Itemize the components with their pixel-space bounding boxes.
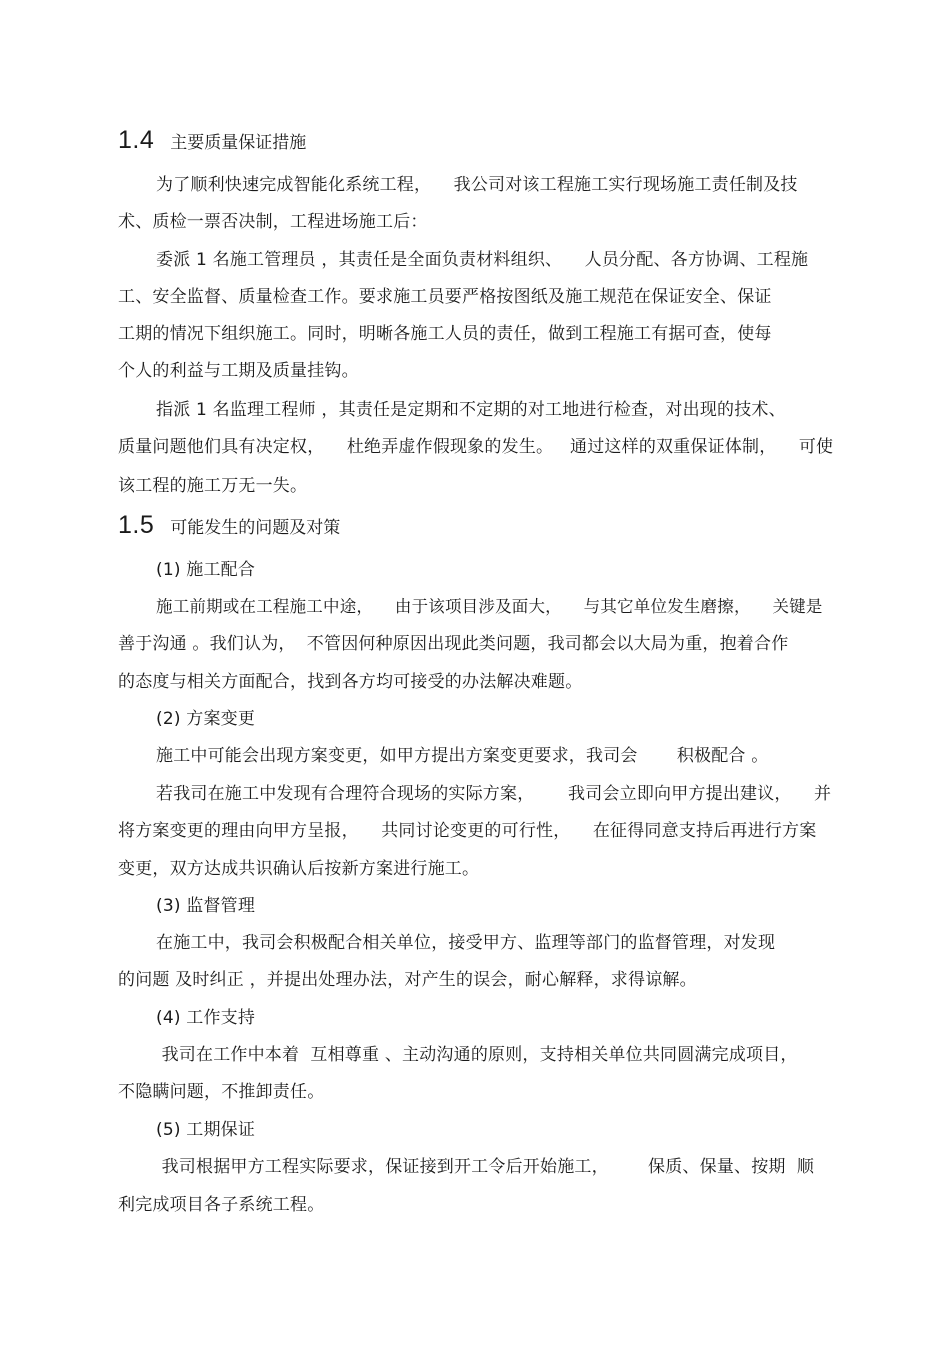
paragraph-line: 为了顺利快速完成智能化系统工程， 我公司对该工程施工实行现场施工责任制及技 xyxy=(156,175,798,195)
paragraph-line: 我司在工作中本着 互相尊重 、主动沟通的原则，支持相关单位共同圆满完成项目， xyxy=(156,1045,798,1065)
paragraph-line: 工期的情况下组织施工。同时，明晰各施工人员的责任，做到工程施工有据可查，使每 xyxy=(118,324,772,344)
subsection-title: (1) 施工配合 xyxy=(156,560,256,580)
paragraph-line: 工、安全监督、质量检查工作。要求施工员要严格按图纸及施工规范在保证安全、保证 xyxy=(118,287,772,307)
subsection-title: (5) 工期保证 xyxy=(156,1120,256,1140)
paragraph-line: 施工前期或在工程施工中途， 由于该项目涉及面大， 与其它单位发生磨擦， 关键是 xyxy=(156,597,823,616)
paragraph-line: 善于沟通 。我们认为， 不管因何种原因出现此类问题，我司都会以大局为重，抱着合作 xyxy=(118,634,789,654)
paragraph-line: 个人的利益与工期及质量挂钩。 xyxy=(118,361,359,381)
section-number: 1.4 xyxy=(118,126,155,154)
paragraph-line: 施工中可能会出现方案变更，如甲方提出方案变更要求，我司会 积极配合 。 xyxy=(156,746,769,766)
paragraph-line: 若我司在施工中发现有合理符合现场的实际方案， 我司会立即向甲方提出建议， 并 xyxy=(156,784,832,804)
paragraph-line: 的态度与相关方面配合，找到各方均可接受的办法解决难题。 xyxy=(118,672,583,692)
subsection-title: (2) 方案变更 xyxy=(156,709,256,729)
paragraph-line: 委派 1 名施工管理员 ，其责任是全面负责材料组织、 人员分配、各方协调、工程施 xyxy=(156,250,809,270)
paragraph-line: 该工程的施工万无一失。 xyxy=(118,476,308,496)
section-heading-1-5 xyxy=(118,511,340,540)
subsection-title: (3) 监督管理 xyxy=(156,896,256,916)
section-heading-1-4 xyxy=(118,126,306,155)
paragraph-line: 我司根据甲方工程实际要求，保证接到开工令后开始施工， 保质、保量、按期 顺 xyxy=(156,1157,815,1177)
paragraph-line: 不隐瞒问题，不推卸责任。 xyxy=(118,1082,325,1102)
paragraph-line: 质量问题他们具有决定权， 杜绝弄虚作假现象的发生。 通过这样的双重保证体制， 可使 xyxy=(118,437,834,457)
section-title: 主要质量保证措施 xyxy=(170,133,307,153)
paragraph-line: 指派 1 名监理工程师 ，其责任是定期和不定期的对工地进行检查，对出现的技术、 xyxy=(156,400,786,420)
paragraph-line: 利完成项目各子系统工程。 xyxy=(118,1195,325,1215)
paragraph-line: 的问题 及时纠正 ，并提出处理办法，对产生的误会，耐心解释，求得谅解。 xyxy=(118,970,697,990)
section-title: 可能发生的问题及对策 xyxy=(170,518,341,538)
paragraph-line: 在施工中，我司会积极配合相关单位，接受甲方、监理等部门的监督管理，对发现 xyxy=(156,933,776,953)
paragraph-line: 变更，双方达成共识确认后按新方案进行施工。 xyxy=(118,859,480,879)
paragraph-line: 将方案变更的理由向甲方呈报， 共同讨论变更的可行性， 在征得同意支持后再进行方案 xyxy=(118,821,817,841)
subsection-title: (4) 工作支持 xyxy=(156,1008,256,1028)
section-number: 1.5 xyxy=(118,511,155,539)
paragraph-line: 术、质检一票否决制，工程进场施工后： xyxy=(118,212,428,232)
